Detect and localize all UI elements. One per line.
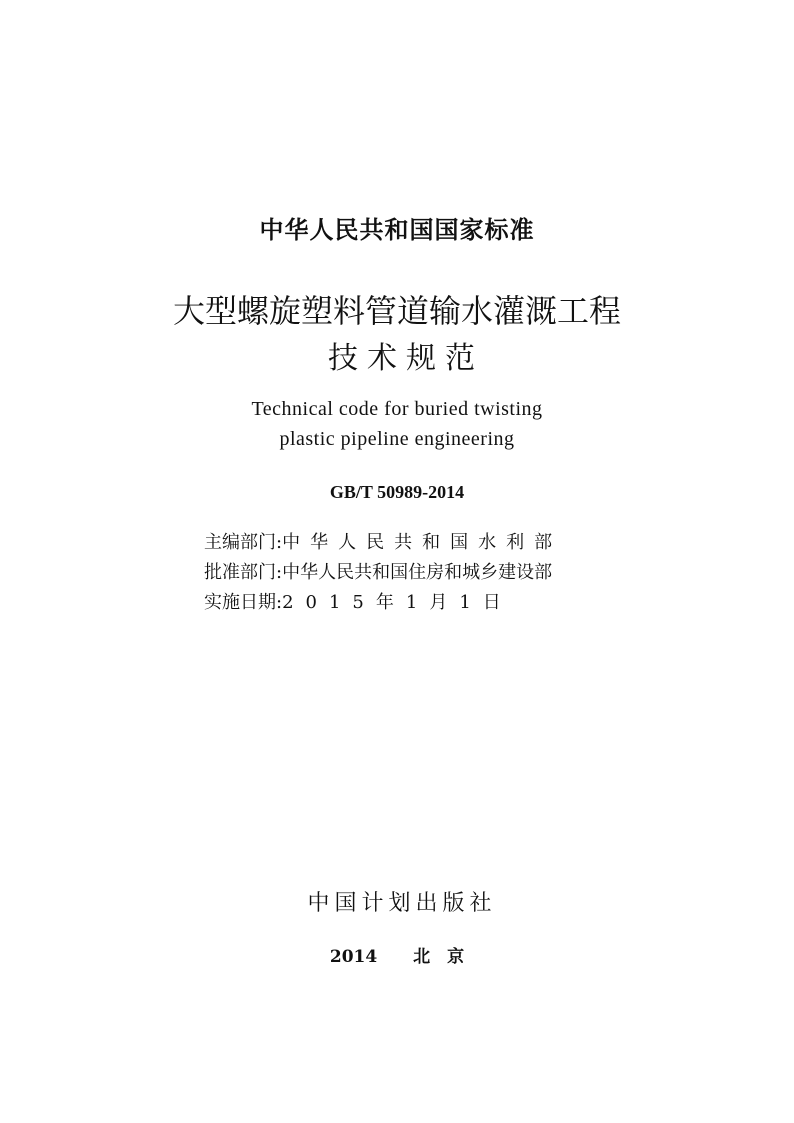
- editor-label: 主编部门:: [204, 532, 283, 553]
- standard-category: 中华人民共和国国家标准: [259, 216, 535, 244]
- approver-label: 批准部门:: [204, 562, 283, 583]
- meta-row-editor: [204, 528, 604, 558]
- imprint-place: [0, 942, 794, 967]
- imprint-year: 2014: [329, 947, 378, 967]
- standard-code: GB/T 50989-2014: [329, 482, 465, 502]
- approver-value: 中华人民共和国住房和城乡建设部: [282, 562, 553, 583]
- meta-row-date: [204, 588, 604, 618]
- date-label: 实施日期:: [204, 592, 283, 613]
- meta-row-approver: [204, 558, 604, 588]
- title-cn-line2: 技术规范: [328, 341, 484, 376]
- publisher-name: 中国计划出版社: [307, 891, 497, 916]
- meta-block: [204, 528, 604, 618]
- title-en-line2: plastic pipeline engineering: [279, 428, 515, 450]
- editor-value: 中华人民共和国水利部: [282, 532, 563, 553]
- title-cn-line1: 大型螺旋塑料管道输水灌溉工程: [172, 292, 621, 330]
- imprint-city: 北 京: [413, 947, 465, 967]
- date-value: 2015年1月1日: [282, 592, 513, 613]
- title-en-line1: Technical code for buried twisting: [251, 398, 543, 420]
